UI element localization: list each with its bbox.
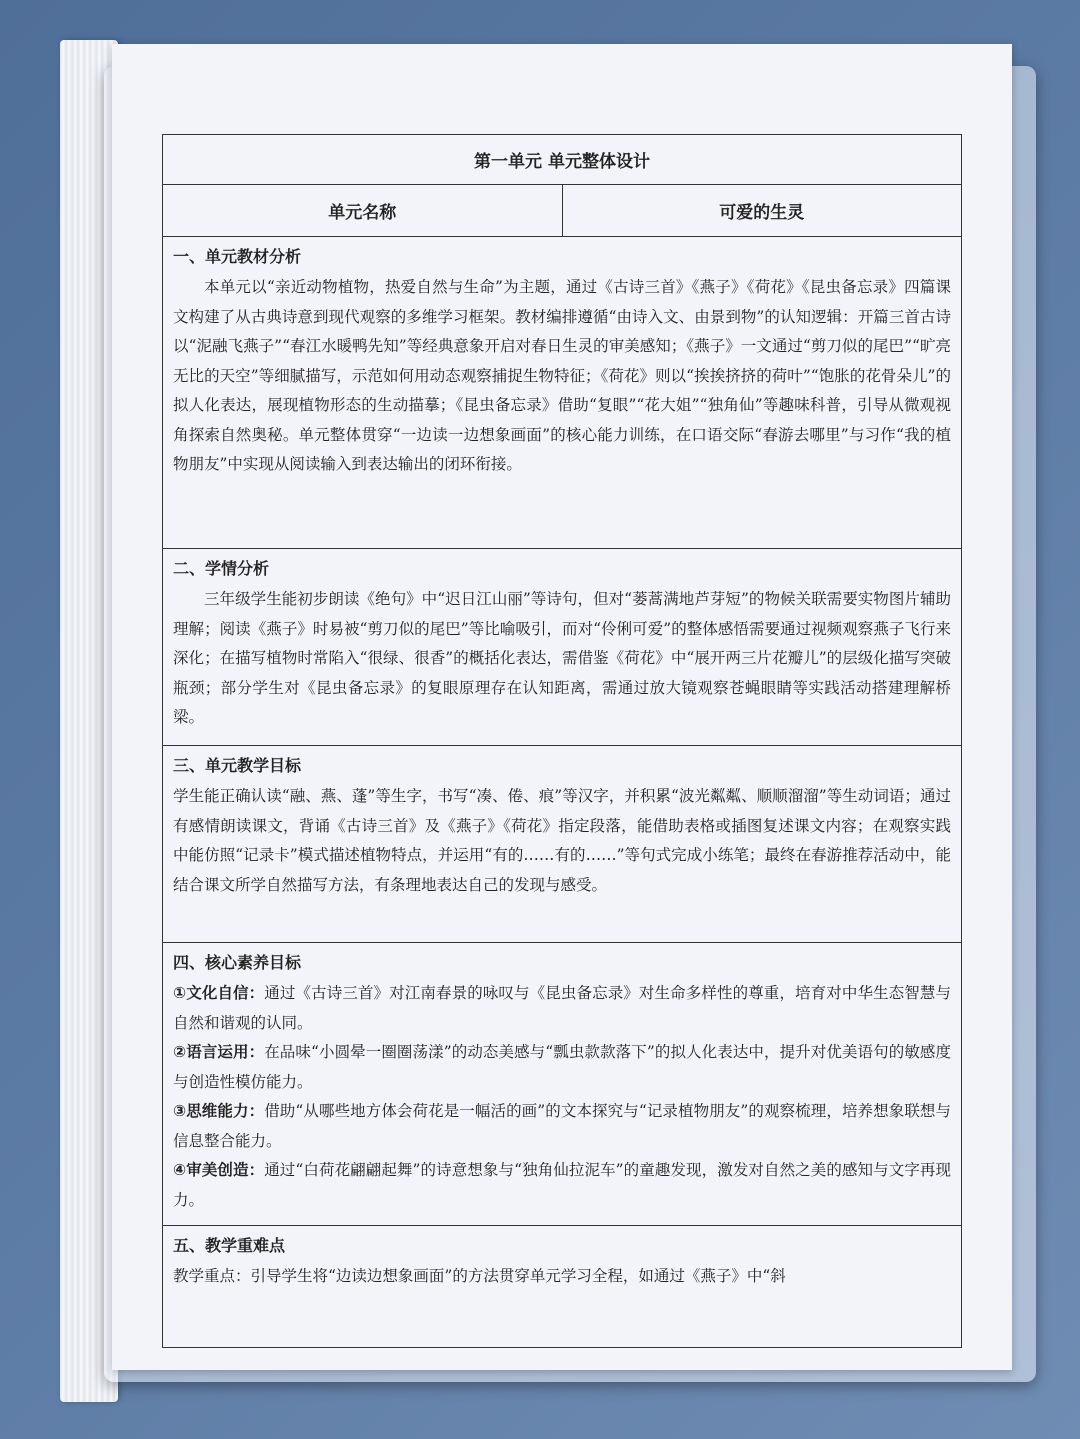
- section-heading: 三、单元教学目标: [173, 756, 302, 775]
- goal-text: 通过“白荷花翩翩起舞”的诗意想象与“独角仙拉泥车”的童趣发现，激发对自然之美的感知与文字再现力。: [173, 1161, 952, 1209]
- unit-name-row: [163, 185, 961, 237]
- goal-item: [173, 1097, 951, 1156]
- section-heading: 五、教学重难点: [173, 1236, 286, 1255]
- unit-name-value: 可爱的生灵: [719, 203, 805, 223]
- unit-design-table: [162, 134, 962, 1348]
- section-heading: 二、学情分析: [173, 559, 270, 578]
- goal-label: ③思维能力：: [173, 1102, 265, 1120]
- goal-item: [173, 979, 951, 1038]
- paper-page: [112, 44, 1012, 1370]
- goal-text: 借助“从哪些地方体会荷花是一幅活的画”的文本探究与“记录植物朋友”的观察梳理，培养想象联想与信息整合能力。: [173, 1102, 952, 1150]
- goal-text: 在品味“小圆晕一圈圈荡漾”的动态美感与“瓢虫款款落下”的拟人化表达中，提升对优美语句的敏感度与创造性模仿能力。: [173, 1043, 952, 1091]
- section-text: 教学重点：引导学生将“边读边想象画面”的方法贯穿单元学习全程，如通过《燕子》中“斜: [173, 1267, 786, 1285]
- goal-label: ①文化自信：: [173, 984, 265, 1002]
- section-core-literacy: [163, 943, 961, 1226]
- goal-label: ④审美创造：: [173, 1161, 265, 1179]
- section-key-points: [163, 1226, 961, 1300]
- section-text: 学生能正确认读“融、燕、蓬”等生字，书写“凑、倦、痕”等汉字，并积累“波光粼粼、顺顺溜溜”等生动词语；通过有感情朗读课文，背诵《古诗三首》及《燕子》《荷花》指定段落，能借助表格或插图复述课文内容；在观察实践中能仿照“记录卡”模式描述植物特点，并运用“有的……有的……”等句式完成小练笔；最终在春游推荐活动中，能结合课文所学自然描写方法，有条理地表达自己的发现与感受。: [173, 787, 951, 894]
- section-student-analysis: [163, 549, 961, 746]
- document-title: 第一单元 单元整体设计: [163, 135, 961, 185]
- section-teaching-goals: [163, 746, 961, 943]
- section-text: 本单元以“亲近动物植物，热爱自然与生命”为主题，通过《古诗三首》《燕子》《荷花》《昆虫备忘录》四篇课文构建了从古典诗意到现代观察的多维学习框架。教材编排遵循“由诗入文、由景到物”的认知逻辑：开篇三首古诗以“泥融飞燕子”“春江水暖鸭先知”等经典意象开启对春日生灵的审美感知；《燕子》一文通过“剪刀似的尾巴”“旷亮无比的天空”等细腻描写，示范如何用动态观察捕捉生物特征；《荷花》则以“挨挨挤挤的荷叶”“饱胀的花骨朵儿”的拟人化表达，展现植物形态的生动描摹；《昆虫备忘录》借助“复眼”“花大姐”“独角仙”等趣味科普，引导从微观视角探索自然奥秘。单元整体贯穿“一边读一边想象画面”的核心能力训练，在口语交际“春游去哪里”与习作“我的植物朋友”中实现从阅读输入到表达输出的闭环衔接。: [173, 278, 951, 473]
- goal-item: [173, 1038, 951, 1097]
- goal-label: ②语言运用：: [173, 1043, 265, 1061]
- goal-text: 通过《古诗三首》对江南春景的咏叹与《昆虫备忘录》对生命多样性的尊重，培育对中华生态智慧与自然和谐观的认同。: [173, 984, 951, 1032]
- section-heading: 四、核心素养目标: [173, 953, 302, 972]
- goal-item: [173, 1156, 951, 1215]
- section-text: 三年级学生能初步朗读《绝句》中“迟日江山丽”等诗句，但对“蒌蒿满地芦芽短”的物候关联需要实物图片辅助理解；阅读《燕子》时易被“剪刀似的尾巴”等比喻吸引，而对“伶俐可爱”的整体感悟需要通过视频观察燕子飞行来深化；在描写植物时常陷入“很绿、很香”的概括化表达，需借鉴《荷花》中“展开两三片花瓣儿”的层级化描写突破瓶颈；部分学生对《昆虫备忘录》的复眼原理存在认知距离，需通过放大镜观察苍蝇眼睛等实践活动搭建理解桥梁。: [173, 590, 951, 726]
- unit-name-label: 单元名称: [163, 185, 563, 236]
- section-material-analysis: [163, 237, 961, 549]
- section-heading: 一、单元教材分析: [173, 247, 302, 266]
